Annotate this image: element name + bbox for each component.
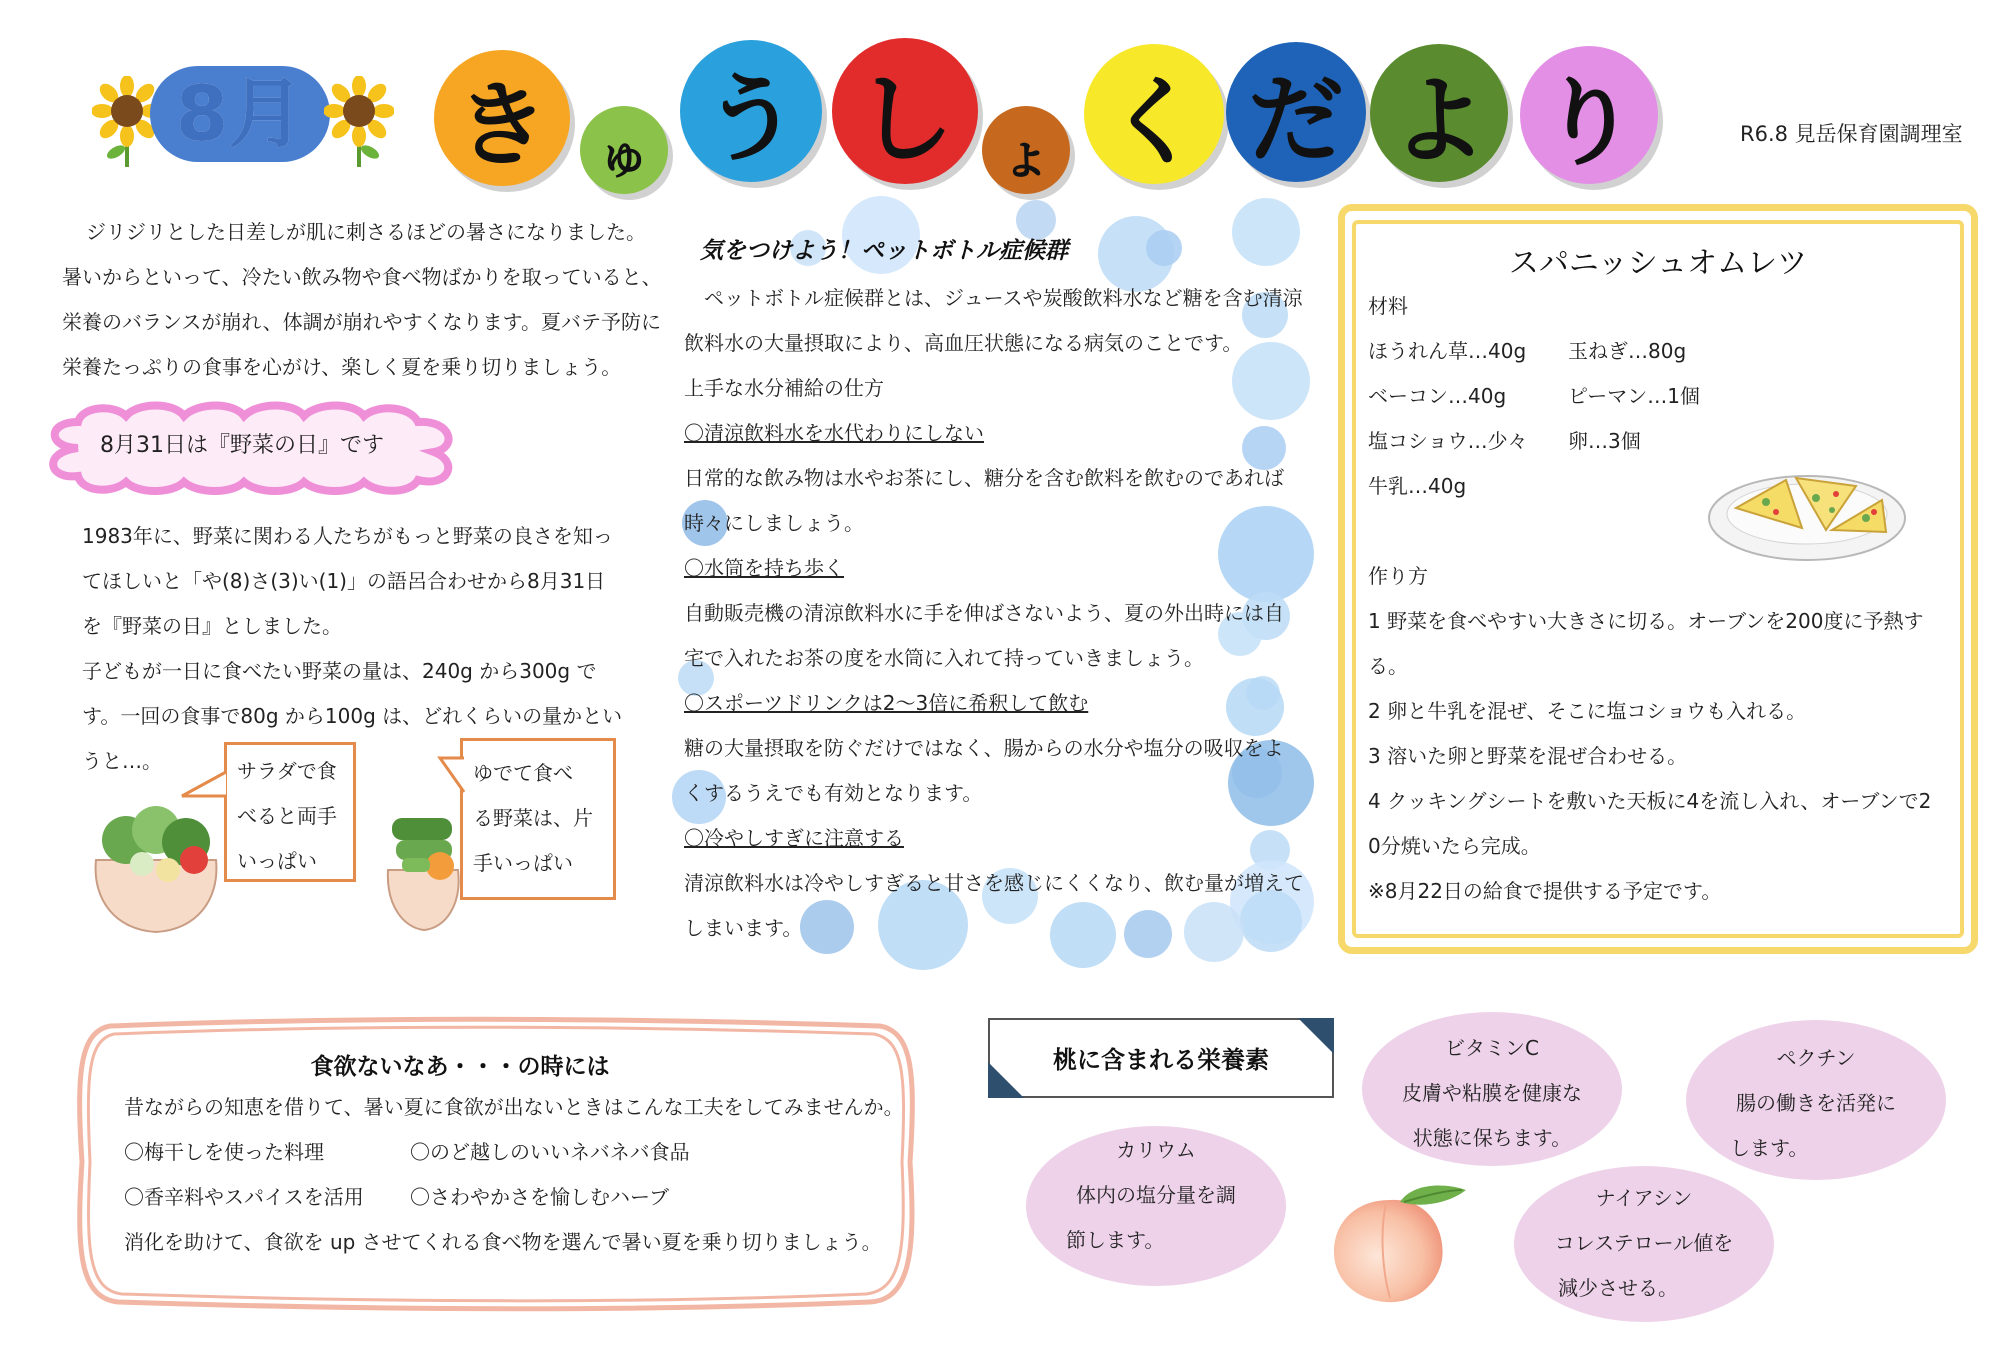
- nutrient-name: カリウム: [1116, 1138, 1196, 1162]
- pet-bottle-subheading: 〇スポーツドリンクは2～3倍に希釈して飲む: [684, 691, 1089, 715]
- appetite-closing: 消化を助けて、食欲を up させてくれる食べ物を選んで暑い夏を乗り切りましょう。: [124, 1230, 882, 1254]
- bubble-line: いっぱい: [237, 849, 317, 873]
- title-char: り: [1541, 66, 1637, 179]
- title-char: ゅ: [597, 125, 650, 186]
- intro-line: 栄養たっぷりの食事を心がけ、楽しく夏を乗り切りましょう。: [62, 355, 622, 379]
- nutrient-pectin-text: [1686, 1036, 1946, 1171]
- title-char: き: [455, 72, 548, 179]
- issuer-note: R6.8 見岳保育園調理室: [1740, 122, 1963, 146]
- vegetable-day-line: てほしいと「や(8)さ(3)い(1)」の語呂合わせから8月31日: [82, 569, 606, 593]
- appetite-item: 〇さわやかさを愉しむハーブ: [410, 1185, 669, 1209]
- pet-bottle-text: [684, 276, 1304, 951]
- title-circle: [1084, 44, 1224, 184]
- title-char: ょ: [999, 125, 1052, 186]
- nutrient-name: ビタミンC: [1445, 1036, 1539, 1060]
- ingredient: 玉ねぎ…80g: [1568, 339, 1687, 363]
- intro-line: 暑いからといって、冷たい飲み物や食べ物ばかりを取っていると、: [62, 265, 662, 289]
- method-step: 2 卵と牛乳を混ぜ、そこに塩コショウも入れる。: [1368, 699, 1807, 723]
- month-badge: [150, 66, 330, 162]
- nutrient-name: ペクチン: [1776, 1046, 1856, 1070]
- bubble-line: 手いっぱい: [473, 851, 573, 875]
- pet-bottle-line: ペットボトル症候群とは、ジュースや炭酸飲料水など糖を含む清涼: [684, 286, 1303, 310]
- intro-line: ジリジリとした日差しが肌に刺さるほどの暑さになりました。: [86, 220, 646, 244]
- intro-paragraph: [62, 210, 662, 390]
- nutrient-line: します。: [1730, 1136, 1809, 1160]
- sunflower-icon: [324, 76, 394, 168]
- speech-bubble-salad: [224, 742, 356, 882]
- nutrient-line: 皮膚や粘膜を健康な: [1402, 1081, 1582, 1105]
- pet-bottle-line: 清涼飲料水は冷やしすぎると甘さを感じにくくなり、飲む量が増えて: [684, 871, 1304, 895]
- bubble-line: サラダで食: [237, 759, 337, 783]
- nutrient-line: 腸の働きを活発に: [1736, 1091, 1896, 1115]
- intro-line: 栄養のバランスが崩れ、体調が崩れやすくなります。夏バテ予防に: [62, 310, 661, 334]
- pet-bottle-line: くするうえでも有効となります。: [684, 781, 983, 805]
- recipe-note: ※8月22日の給食で提供する予定です。: [1368, 879, 1722, 903]
- pet-bottle-subheading: 〇水筒を持ち歩く: [684, 556, 844, 580]
- month-label: 8月: [175, 69, 305, 158]
- title-circle: [1226, 42, 1366, 182]
- appetite-items-left: [124, 1130, 364, 1220]
- appetite-item: 〇香辛料やスパイスを活用: [124, 1185, 364, 1209]
- ingredient: ほうれん草…40g: [1368, 339, 1527, 363]
- vegetable-day-line: す。一回の食事で80g から100g は、どれくらいの量かとい: [82, 704, 623, 728]
- pet-bottle-subheading: 〇冷やしすぎに注意する: [684, 826, 904, 850]
- bubble-line: ゆでて食べ: [473, 761, 573, 785]
- ingredient: ピーマン…1個: [1568, 384, 1700, 408]
- ingredient: ベーコン…40g: [1368, 384, 1507, 408]
- method-step: 1 野菜を食べやすい大きさに切る。オーブンを200度に予熱す: [1368, 609, 1924, 633]
- ingredient: 卵…3個: [1568, 429, 1641, 453]
- title-char: う: [703, 62, 799, 175]
- nutrient-line: コレステロール値を: [1554, 1231, 1734, 1255]
- nutrient-vitamin-c-text: [1362, 1026, 1622, 1161]
- method-step: 4 クッキングシートを敷いた天板に4を流し入れ、オーブンで2: [1368, 789, 1932, 813]
- nutrient-line: 状態に保ちます。: [1412, 1126, 1572, 1150]
- ingredient: 塩コショウ…少々: [1368, 429, 1528, 453]
- pet-bottle-line: 時々にしましょう。: [684, 511, 864, 535]
- title-circle: [580, 106, 668, 194]
- pet-bottle-line: 上手な水分補給の仕方: [684, 376, 884, 400]
- pet-bottle-line: しまいます。: [684, 916, 803, 940]
- title-circle: [832, 38, 978, 184]
- peach-heading: 桃に含まれる栄養素: [1053, 1046, 1269, 1074]
- method-steps: [1368, 599, 1931, 914]
- vegetable-day-heading: 8月31日は『野菜の日』です: [100, 433, 384, 458]
- ingredients-right: [1568, 329, 1700, 464]
- water-bubble: [1232, 198, 1300, 266]
- pet-bottle-title: 気をつけよう！ペットボトル症候群: [700, 238, 1068, 264]
- title-circle: [1520, 46, 1658, 184]
- ingredient: 牛乳…40g: [1368, 474, 1467, 498]
- nutrient-niacin-text: [1514, 1176, 1774, 1311]
- pet-bottle-subheading: 〇清涼飲料水を水代わりにしない: [684, 421, 984, 445]
- omelette-illustration: [1706, 458, 1908, 564]
- title-circle: [982, 106, 1070, 194]
- title-char: し: [855, 62, 954, 177]
- vegetable-day-line: を『野菜の日』としました。: [82, 614, 342, 638]
- title-char: く: [1106, 65, 1202, 178]
- pet-bottle-line: 宅で入れたお茶の度を水筒に入れて持っていきましょう。: [684, 646, 1204, 670]
- pet-bottle-line: 自動販売機の清涼飲料水に手を伸ばさないよう、夏の外出時には自: [684, 601, 1284, 625]
- nutrient-line: 節します。: [1066, 1228, 1165, 1252]
- method-step: 3 溶いた卵と野菜を混ぜ合わせる。: [1368, 744, 1688, 768]
- title-circle: [680, 40, 822, 182]
- recipe-title: スパニッシュオムレツ: [1508, 246, 1808, 281]
- boiled-veg-hand-illustration: [382, 800, 464, 932]
- vegetable-day-line: 1983年に、野菜に関わる人たちがもっと野菜の良さを知っ: [82, 524, 613, 548]
- vegetable-day-line: うと…。: [82, 749, 162, 773]
- method-label: 作り方: [1368, 564, 1428, 588]
- water-bubble: [1146, 230, 1182, 266]
- nutrient-line: 減少させる。: [1558, 1276, 1678, 1300]
- nutrient-potassium-text: [1026, 1128, 1286, 1263]
- pet-bottle-line: 日常的な飲み物は水やお茶にし、糖分を含む飲料を飲むのであれば: [684, 466, 1284, 490]
- title-circle: [1370, 44, 1508, 182]
- pet-bottle-line: 糖の大量摂取を防ぐだけではなく、腸からの水分や塩分の吸収をよ: [684, 736, 1284, 760]
- bubble-tail: [180, 766, 228, 806]
- ingredients-left: [1368, 329, 1528, 509]
- speech-bubble-boiled: [460, 738, 616, 900]
- appetite-title: 食欲ないなあ・・・の時には: [310, 1054, 610, 1080]
- pet-bottle-line: 飲料水の大量摂取により、高血圧状態になる病気のことです。: [684, 331, 1243, 355]
- title-char: だ: [1248, 63, 1344, 176]
- appetite-item: 〇梅干しを使った料理: [124, 1140, 324, 1164]
- nutrient-line: 体内の塩分量を調: [1076, 1183, 1236, 1207]
- title-circle: [434, 50, 570, 186]
- appetite-item: 〇のど越しのいいネバネバ食品: [410, 1140, 690, 1164]
- salad-hands-illustration: [86, 790, 226, 936]
- method-step: る。: [1368, 654, 1408, 678]
- method-step: 0分焼いたら完成。: [1368, 834, 1541, 858]
- vegetable-day-line: 子どもが一日に食べたい野菜の量は、240g から300g で: [82, 659, 597, 683]
- bubble-tail: [436, 756, 466, 800]
- bubble-line: る野菜は、片: [473, 806, 593, 830]
- appetite-intro: 昔ながらの知恵を借りて、暑い夏に食欲が出ないときはこんな工夫をしてみませんか。: [124, 1095, 904, 1119]
- title-char: よ: [1391, 64, 1487, 177]
- bubble-line: べると両手: [237, 804, 337, 828]
- nutrient-name: ナイアシン: [1595, 1186, 1693, 1210]
- appetite-items-right: [410, 1130, 690, 1220]
- ingredients-label: 材料: [1368, 294, 1408, 318]
- peach-illustration: [1320, 1180, 1470, 1306]
